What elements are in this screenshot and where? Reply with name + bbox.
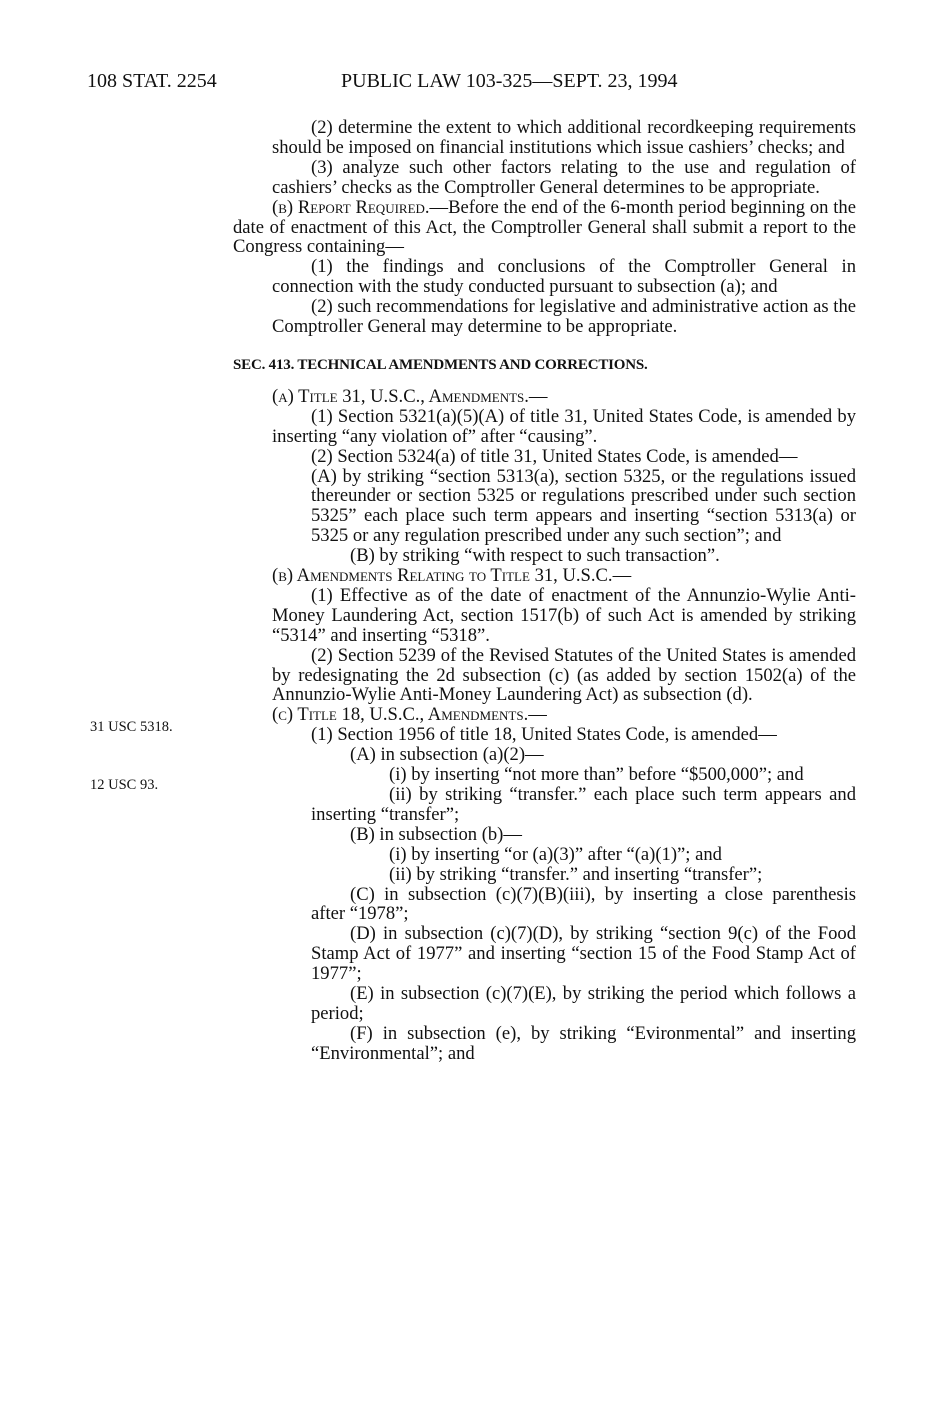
clause: (C) in subsection (c)(7)(B)(iii), by inserting a close parenthesis after “1978”; bbox=[311, 883, 856, 925]
paragraph: (2) Section 5239 of the Revised Statutes of the United States is amended by redesignating the 2d subsection (c) (as added by section 1502(a) of the Annunzio-Wylie Anti-Money Laundering Act) as subsection (d). bbox=[272, 644, 856, 706]
clause: (B) in subsection (b)— bbox=[350, 823, 522, 845]
clause: (D) in subsection (c)(7)(D), by striking “section 9(c) of the Food Stamp Act of 1977” and inserting “section 15 of the Food Stamp Act of 1977”; bbox=[311, 923, 856, 985]
clause: (F) in subsection (e), by striking “Evironmental” and inserting “Environmental”; and bbox=[311, 1022, 856, 1064]
paragraph-text: Before the end of the 6-month period beginning on the date of enactment of this Act, the Comptroller General shall submit a report to the Congress containing— bbox=[233, 196, 856, 258]
paragraph: (3) analyze such other factors relating to the use and regulation of cashiers’ checks as the Comptroller General determines to be appropriate. bbox=[272, 156, 856, 198]
paragraph: (1) the findings and conclusions of the Comptroller General in connection with the study conducted pursuant to subsection (a); and bbox=[272, 256, 856, 298]
page-reference: 108 STAT. 2254 bbox=[87, 70, 217, 92]
paragraph: (2) determine the extent to which additional recordkeeping requirements should be imposed on financial institutions which issue cashiers’ checks; and bbox=[272, 117, 856, 158]
statute-body bbox=[233, 118, 856, 1064]
clause: (A) in subsection (a)(2)— bbox=[350, 744, 544, 766]
subclause: (i) by inserting “or (a)(3)” after “(a)(1)”; and bbox=[389, 843, 722, 865]
subsection-heading: (a) Title 31, U.S.C., Amendments.— bbox=[272, 385, 548, 407]
subsection-heading: (b) Report Required.— bbox=[272, 196, 449, 218]
subsection-heading: (c) Title 18, U.S.C., Amendments.— bbox=[272, 704, 547, 726]
paragraph: (1) Effective as of the date of enactment of the Annunzio-Wylie Anti-Money Laundering Act, section 1517(b) of such Act is amended by striking “5314” and inserting “5318”. bbox=[272, 584, 856, 646]
subclause: (ii) by striking “transfer.” each place such term appears and inserting “transfer”; bbox=[311, 784, 856, 825]
margin-note-12-usc: 12 USC 93. bbox=[90, 777, 159, 793]
paragraph: (1) Section 1956 of title 18, United States Code, is amended— bbox=[311, 724, 777, 746]
paragraph-report-required bbox=[233, 198, 856, 258]
paragraph: (2) such recommendations for legislative and administrative action as the Comptroller General may determine to be appropriate. bbox=[272, 296, 856, 338]
paragraph: (2) Section 5324(a) of title 31, United States Code, is amended— bbox=[311, 445, 798, 467]
clause: (A) by striking “section 5313(a), section 5325, or the regulations issued thereunder or section 5325 or regulations prescribed under such section 5325” each place such term appears and inserting “section 5313(a) or 5325 or any regulation prescribed under any such section”; and bbox=[311, 465, 856, 547]
subclause: (ii) by striking “transfer.” and inserting “transfer”; bbox=[389, 863, 763, 885]
margin-note-31-usc: 31 USC 5318. bbox=[90, 719, 173, 735]
clause: (B) by striking “with respect to such transaction”. bbox=[350, 545, 720, 567]
subclause: (i) by inserting “not more than” before “$500,000”; and bbox=[389, 764, 804, 786]
section-title: SEC. 413. TECHNICAL AMENDMENTS AND CORRECTIONS. bbox=[233, 356, 648, 373]
law-title-header: PUBLIC LAW 103-325—SEPT. 23, 1994 bbox=[341, 70, 678, 92]
subsection-heading: (b) Amendments Relating to Title 31, U.S.C.— bbox=[272, 565, 632, 587]
clause: (E) in subsection (c)(7)(E), by striking the period which follows a period; bbox=[311, 983, 856, 1024]
paragraph: (1) Section 5321(a)(5)(A) of title 31, United States Code, is amended by inserting “any violation of” after “causing”. bbox=[272, 405, 856, 447]
